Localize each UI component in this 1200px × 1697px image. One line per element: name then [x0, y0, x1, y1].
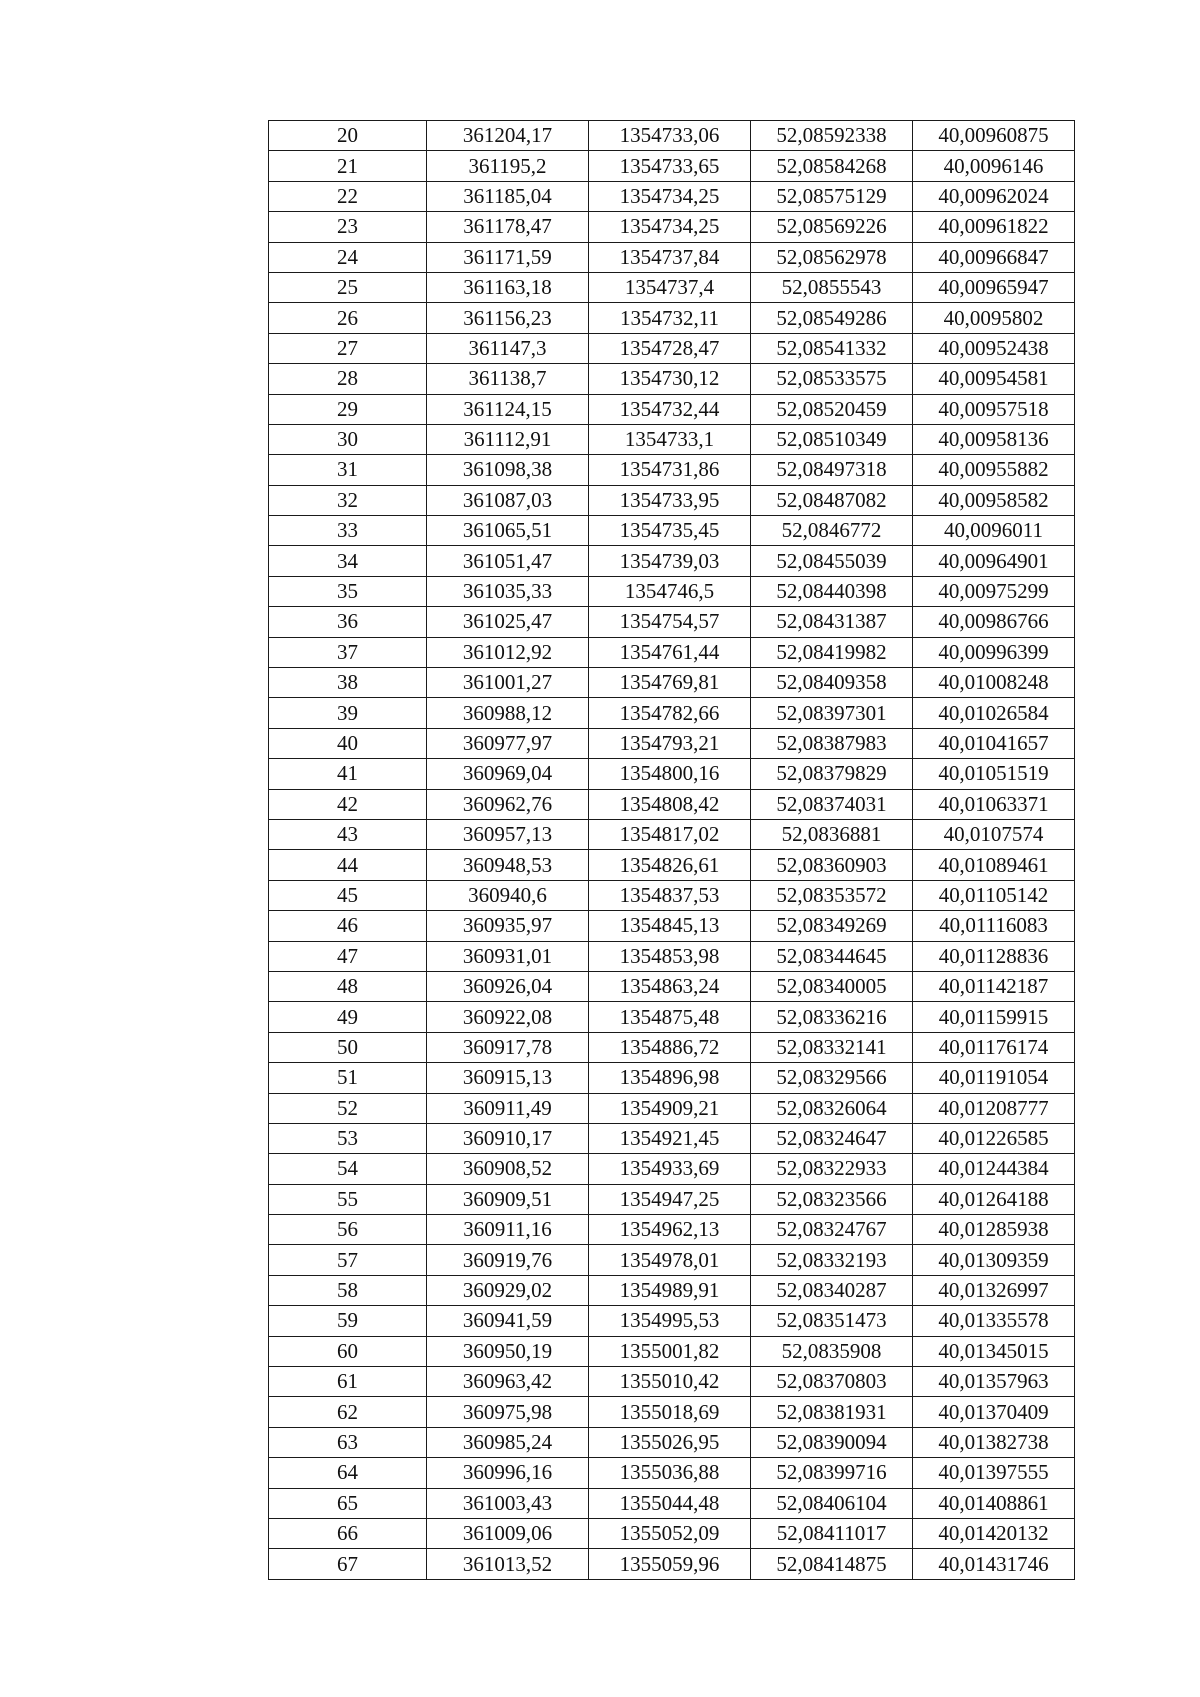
latitude-cell: 52,08322933	[751, 1154, 913, 1184]
table-row	[269, 1093, 1075, 1123]
y-coordinate-cell: 1354732,44	[589, 394, 751, 424]
table-row	[269, 1427, 1075, 1457]
longitude-cell: 40,01244384	[913, 1154, 1075, 1184]
point-number-cell: 60	[269, 1336, 427, 1366]
latitude-cell: 52,08324767	[751, 1215, 913, 1245]
latitude-cell: 52,0835908	[751, 1336, 913, 1366]
point-number-cell: 36	[269, 607, 427, 637]
x-coordinate-cell: 361001,27	[427, 668, 589, 698]
longitude-cell: 40,00955882	[913, 455, 1075, 485]
latitude-cell: 52,08390094	[751, 1427, 913, 1457]
y-coordinate-cell: 1354933,69	[589, 1154, 751, 1184]
latitude-cell: 52,08575129	[751, 181, 913, 211]
table-row	[269, 1063, 1075, 1093]
point-number-cell: 57	[269, 1245, 427, 1275]
point-number-cell: 58	[269, 1275, 427, 1305]
latitude-cell: 52,08381931	[751, 1397, 913, 1427]
table-row	[269, 941, 1075, 971]
latitude-cell: 52,08431387	[751, 607, 913, 637]
table-row	[269, 151, 1075, 181]
point-number-cell: 44	[269, 850, 427, 880]
latitude-cell: 52,08326064	[751, 1093, 913, 1123]
x-coordinate-cell: 361163,18	[427, 272, 589, 302]
x-coordinate-cell: 360935,97	[427, 911, 589, 941]
latitude-cell: 52,08379829	[751, 759, 913, 789]
point-number-cell: 32	[269, 485, 427, 515]
x-coordinate-cell: 360908,52	[427, 1154, 589, 1184]
longitude-cell: 40,00962024	[913, 181, 1075, 211]
longitude-cell: 40,0095802	[913, 303, 1075, 333]
x-coordinate-cell: 361003,43	[427, 1488, 589, 1518]
longitude-cell: 40,00957518	[913, 394, 1075, 424]
table-row	[269, 911, 1075, 941]
point-number-cell: 33	[269, 516, 427, 546]
point-number-cell: 61	[269, 1367, 427, 1397]
latitude-cell: 52,08414875	[751, 1549, 913, 1579]
point-number-cell: 46	[269, 911, 427, 941]
latitude-cell: 52,08440398	[751, 576, 913, 606]
table-row	[269, 576, 1075, 606]
longitude-cell: 40,00960875	[913, 121, 1075, 151]
table-row	[269, 1306, 1075, 1336]
x-coordinate-cell: 361147,3	[427, 333, 589, 363]
x-coordinate-cell: 360915,13	[427, 1063, 589, 1093]
y-coordinate-cell: 1354962,13	[589, 1215, 751, 1245]
longitude-cell: 40,01382738	[913, 1427, 1075, 1457]
x-coordinate-cell: 361185,04	[427, 181, 589, 211]
latitude-cell: 52,08510349	[751, 424, 913, 454]
y-coordinate-cell: 1354734,25	[589, 212, 751, 242]
longitude-cell: 40,0096011	[913, 516, 1075, 546]
latitude-cell: 52,08332141	[751, 1032, 913, 1062]
point-number-cell: 20	[269, 121, 427, 151]
point-number-cell: 39	[269, 698, 427, 728]
y-coordinate-cell: 1355010,42	[589, 1367, 751, 1397]
longitude-cell: 40,01142187	[913, 971, 1075, 1001]
longitude-cell: 40,0107574	[913, 819, 1075, 849]
point-number-cell: 66	[269, 1518, 427, 1548]
x-coordinate-cell: 360977,97	[427, 728, 589, 758]
point-number-cell: 22	[269, 181, 427, 211]
y-coordinate-cell: 1354733,06	[589, 121, 751, 151]
table-row	[269, 242, 1075, 272]
longitude-cell: 40,00975299	[913, 576, 1075, 606]
x-coordinate-cell: 360985,24	[427, 1427, 589, 1457]
point-number-cell: 30	[269, 424, 427, 454]
y-coordinate-cell: 1354863,24	[589, 971, 751, 1001]
point-number-cell: 35	[269, 576, 427, 606]
x-coordinate-cell: 360940,6	[427, 880, 589, 910]
y-coordinate-cell: 1354733,65	[589, 151, 751, 181]
x-coordinate-cell: 360996,16	[427, 1458, 589, 1488]
x-coordinate-cell: 361035,33	[427, 576, 589, 606]
table-row	[269, 971, 1075, 1001]
latitude-cell: 52,08329566	[751, 1063, 913, 1093]
y-coordinate-cell: 1354837,53	[589, 880, 751, 910]
longitude-cell: 40,01285938	[913, 1215, 1075, 1245]
table-row	[269, 1488, 1075, 1518]
x-coordinate-cell: 360909,51	[427, 1184, 589, 1214]
y-coordinate-cell: 1354808,42	[589, 789, 751, 819]
point-number-cell: 65	[269, 1488, 427, 1518]
point-number-cell: 34	[269, 546, 427, 576]
x-coordinate-cell: 360950,19	[427, 1336, 589, 1366]
latitude-cell: 52,08533575	[751, 364, 913, 394]
point-number-cell: 56	[269, 1215, 427, 1245]
y-coordinate-cell: 1354826,61	[589, 850, 751, 880]
latitude-cell: 52,08419982	[751, 637, 913, 667]
longitude-cell: 40,01191054	[913, 1063, 1075, 1093]
table-row	[269, 272, 1075, 302]
longitude-cell: 40,01008248	[913, 668, 1075, 698]
point-number-cell: 40	[269, 728, 427, 758]
latitude-cell: 52,08349269	[751, 911, 913, 941]
point-number-cell: 42	[269, 789, 427, 819]
point-number-cell: 41	[269, 759, 427, 789]
x-coordinate-cell: 360929,02	[427, 1275, 589, 1305]
point-number-cell: 50	[269, 1032, 427, 1062]
latitude-cell: 52,08360903	[751, 850, 913, 880]
x-coordinate-cell: 361065,51	[427, 516, 589, 546]
latitude-cell: 52,08387983	[751, 728, 913, 758]
latitude-cell: 52,0836881	[751, 819, 913, 849]
table-row	[269, 607, 1075, 637]
point-number-cell: 59	[269, 1306, 427, 1336]
table-row	[269, 1549, 1075, 1579]
latitude-cell: 52,08411017	[751, 1518, 913, 1548]
x-coordinate-cell: 361012,92	[427, 637, 589, 667]
table-row	[269, 1458, 1075, 1488]
longitude-cell: 40,01226585	[913, 1123, 1075, 1153]
y-coordinate-cell: 1354875,48	[589, 1002, 751, 1032]
latitude-cell: 52,0855543	[751, 272, 913, 302]
table-row	[269, 1397, 1075, 1427]
longitude-cell: 40,01176174	[913, 1032, 1075, 1062]
x-coordinate-cell: 361204,17	[427, 121, 589, 151]
x-coordinate-cell: 361195,2	[427, 151, 589, 181]
point-number-cell: 55	[269, 1184, 427, 1214]
point-number-cell: 62	[269, 1397, 427, 1427]
y-coordinate-cell: 1354978,01	[589, 1245, 751, 1275]
point-number-cell: 21	[269, 151, 427, 181]
latitude-cell: 52,08323566	[751, 1184, 913, 1214]
longitude-cell: 40,01051519	[913, 759, 1075, 789]
y-coordinate-cell: 1354734,25	[589, 181, 751, 211]
y-coordinate-cell: 1354995,53	[589, 1306, 751, 1336]
table-row	[269, 1367, 1075, 1397]
longitude-cell: 40,01041657	[913, 728, 1075, 758]
table-row	[269, 212, 1075, 242]
latitude-cell: 52,08374031	[751, 789, 913, 819]
table-row	[269, 850, 1075, 880]
latitude-cell: 52,08353572	[751, 880, 913, 910]
point-number-cell: 67	[269, 1549, 427, 1579]
table-row	[269, 455, 1075, 485]
x-coordinate-cell: 360931,01	[427, 941, 589, 971]
y-coordinate-cell: 1354793,21	[589, 728, 751, 758]
longitude-cell: 40,01063371	[913, 789, 1075, 819]
y-coordinate-cell: 1354761,44	[589, 637, 751, 667]
point-number-cell: 31	[269, 455, 427, 485]
x-coordinate-cell: 360919,76	[427, 1245, 589, 1275]
point-number-cell: 23	[269, 212, 427, 242]
longitude-cell: 40,01370409	[913, 1397, 1075, 1427]
point-number-cell: 51	[269, 1063, 427, 1093]
x-coordinate-cell: 361087,03	[427, 485, 589, 515]
x-coordinate-cell: 360975,98	[427, 1397, 589, 1427]
longitude-cell: 40,00958136	[913, 424, 1075, 454]
x-coordinate-cell: 361124,15	[427, 394, 589, 424]
longitude-cell: 40,01026584	[913, 698, 1075, 728]
point-number-cell: 29	[269, 394, 427, 424]
longitude-cell: 40,01420132	[913, 1518, 1075, 1548]
y-coordinate-cell: 1354769,81	[589, 668, 751, 698]
longitude-cell: 40,01159915	[913, 1002, 1075, 1032]
point-number-cell: 63	[269, 1427, 427, 1457]
table-row	[269, 698, 1075, 728]
table-row	[269, 1184, 1075, 1214]
table-row	[269, 546, 1075, 576]
y-coordinate-cell: 1354733,95	[589, 485, 751, 515]
x-coordinate-cell: 361098,38	[427, 455, 589, 485]
latitude-cell: 52,08344645	[751, 941, 913, 971]
x-coordinate-cell: 360926,04	[427, 971, 589, 1001]
table-row	[269, 789, 1075, 819]
point-number-cell: 25	[269, 272, 427, 302]
table-row	[269, 1275, 1075, 1305]
point-number-cell: 53	[269, 1123, 427, 1153]
longitude-cell: 40,01116083	[913, 911, 1075, 941]
table-row	[269, 333, 1075, 363]
x-coordinate-cell: 360911,16	[427, 1215, 589, 1245]
longitude-cell: 40,01397555	[913, 1458, 1075, 1488]
latitude-cell: 52,08562978	[751, 242, 913, 272]
x-coordinate-cell: 360948,53	[427, 850, 589, 880]
latitude-cell: 52,08455039	[751, 546, 913, 576]
latitude-cell: 52,08340005	[751, 971, 913, 1001]
longitude-cell: 40,01408861	[913, 1488, 1075, 1518]
latitude-cell: 52,08569226	[751, 212, 913, 242]
y-coordinate-cell: 1355059,96	[589, 1549, 751, 1579]
x-coordinate-cell: 361009,06	[427, 1518, 589, 1548]
y-coordinate-cell: 1354886,72	[589, 1032, 751, 1062]
point-number-cell: 43	[269, 819, 427, 849]
table-row	[269, 181, 1075, 211]
table-row	[269, 303, 1075, 333]
x-coordinate-cell: 361112,91	[427, 424, 589, 454]
latitude-cell: 52,08541332	[751, 333, 913, 363]
table-row	[269, 880, 1075, 910]
table-row	[269, 394, 1075, 424]
x-coordinate-cell: 360917,78	[427, 1032, 589, 1062]
longitude-cell: 40,01345015	[913, 1336, 1075, 1366]
table-row	[269, 759, 1075, 789]
latitude-cell: 52,08351473	[751, 1306, 913, 1336]
table-row	[269, 819, 1075, 849]
longitude-cell: 40,01208777	[913, 1093, 1075, 1123]
coordinates-table	[268, 120, 1075, 1580]
y-coordinate-cell: 1355018,69	[589, 1397, 751, 1427]
x-coordinate-cell: 360988,12	[427, 698, 589, 728]
y-coordinate-cell: 1354732,11	[589, 303, 751, 333]
x-coordinate-cell: 361013,52	[427, 1549, 589, 1579]
y-coordinate-cell: 1354730,12	[589, 364, 751, 394]
table-row	[269, 364, 1075, 394]
x-coordinate-cell: 361051,47	[427, 546, 589, 576]
point-number-cell: 47	[269, 941, 427, 971]
longitude-cell: 40,01264188	[913, 1184, 1075, 1214]
latitude-cell: 52,08370803	[751, 1367, 913, 1397]
point-number-cell: 64	[269, 1458, 427, 1488]
longitude-cell: 40,00986766	[913, 607, 1075, 637]
longitude-cell: 40,00958582	[913, 485, 1075, 515]
point-number-cell: 37	[269, 637, 427, 667]
longitude-cell: 40,01309359	[913, 1245, 1075, 1275]
latitude-cell: 52,08487082	[751, 485, 913, 515]
x-coordinate-cell: 361138,7	[427, 364, 589, 394]
point-number-cell: 49	[269, 1002, 427, 1032]
longitude-cell: 40,0096146	[913, 151, 1075, 181]
longitude-cell: 40,00954581	[913, 364, 1075, 394]
longitude-cell: 40,01335578	[913, 1306, 1075, 1336]
y-coordinate-cell: 1355044,48	[589, 1488, 751, 1518]
longitude-cell: 40,00952438	[913, 333, 1075, 363]
latitude-cell: 52,08324647	[751, 1123, 913, 1153]
table-row	[269, 637, 1075, 667]
point-number-cell: 45	[269, 880, 427, 910]
longitude-cell: 40,01089461	[913, 850, 1075, 880]
latitude-cell: 52,08332193	[751, 1245, 913, 1275]
y-coordinate-cell: 1354737,4	[589, 272, 751, 302]
table-row	[269, 1002, 1075, 1032]
table-row	[269, 516, 1075, 546]
longitude-cell: 40,00961822	[913, 212, 1075, 242]
y-coordinate-cell: 1354845,13	[589, 911, 751, 941]
y-coordinate-cell: 1354728,47	[589, 333, 751, 363]
y-coordinate-cell: 1354735,45	[589, 516, 751, 546]
table-row	[269, 485, 1075, 515]
table-row	[269, 1215, 1075, 1245]
latitude-cell: 52,08336216	[751, 1002, 913, 1032]
y-coordinate-cell: 1354989,91	[589, 1275, 751, 1305]
point-number-cell: 54	[269, 1154, 427, 1184]
x-coordinate-cell: 361178,47	[427, 212, 589, 242]
point-number-cell: 24	[269, 242, 427, 272]
latitude-cell: 52,08549286	[751, 303, 913, 333]
latitude-cell: 52,08592338	[751, 121, 913, 151]
longitude-cell: 40,01357963	[913, 1367, 1075, 1397]
x-coordinate-cell: 360922,08	[427, 1002, 589, 1032]
longitude-cell: 40,01105142	[913, 880, 1075, 910]
table-row	[269, 1154, 1075, 1184]
y-coordinate-cell: 1354909,21	[589, 1093, 751, 1123]
point-number-cell: 27	[269, 333, 427, 363]
y-coordinate-cell: 1354746,5	[589, 576, 751, 606]
latitude-cell: 52,08397301	[751, 698, 913, 728]
y-coordinate-cell: 1354800,16	[589, 759, 751, 789]
latitude-cell: 52,08497318	[751, 455, 913, 485]
x-coordinate-cell: 360911,49	[427, 1093, 589, 1123]
table-row	[269, 1032, 1075, 1062]
latitude-cell: 52,08520459	[751, 394, 913, 424]
y-coordinate-cell: 1355001,82	[589, 1336, 751, 1366]
point-number-cell: 48	[269, 971, 427, 1001]
table-row	[269, 1245, 1075, 1275]
point-number-cell: 28	[269, 364, 427, 394]
longitude-cell: 40,00965947	[913, 272, 1075, 302]
table-row	[269, 1336, 1075, 1366]
y-coordinate-cell: 1355026,95	[589, 1427, 751, 1457]
x-coordinate-cell: 360962,76	[427, 789, 589, 819]
point-number-cell: 52	[269, 1093, 427, 1123]
longitude-cell: 40,00996399	[913, 637, 1075, 667]
y-coordinate-cell: 1354817,02	[589, 819, 751, 849]
latitude-cell: 52,08406104	[751, 1488, 913, 1518]
x-coordinate-cell: 360941,59	[427, 1306, 589, 1336]
x-coordinate-cell: 360957,13	[427, 819, 589, 849]
longitude-cell: 40,01326997	[913, 1275, 1075, 1305]
y-coordinate-cell: 1354754,57	[589, 607, 751, 637]
table-row	[269, 1123, 1075, 1153]
x-coordinate-cell: 360963,42	[427, 1367, 589, 1397]
latitude-cell: 52,08399716	[751, 1458, 913, 1488]
x-coordinate-cell: 361171,59	[427, 242, 589, 272]
table-row	[269, 1518, 1075, 1548]
latitude-cell: 52,0846772	[751, 516, 913, 546]
y-coordinate-cell: 1354853,98	[589, 941, 751, 971]
longitude-cell: 40,00966847	[913, 242, 1075, 272]
x-coordinate-cell: 361025,47	[427, 607, 589, 637]
x-coordinate-cell: 361156,23	[427, 303, 589, 333]
y-coordinate-cell: 1355036,88	[589, 1458, 751, 1488]
table-row	[269, 728, 1075, 758]
longitude-cell: 40,01431746	[913, 1549, 1075, 1579]
y-coordinate-cell: 1354733,1	[589, 424, 751, 454]
latitude-cell: 52,08340287	[751, 1275, 913, 1305]
latitude-cell: 52,08584268	[751, 151, 913, 181]
y-coordinate-cell: 1354782,66	[589, 698, 751, 728]
table-row	[269, 668, 1075, 698]
longitude-cell: 40,01128836	[913, 941, 1075, 971]
y-coordinate-cell: 1354739,03	[589, 546, 751, 576]
coordinates-table-body	[269, 121, 1075, 1580]
x-coordinate-cell: 360969,04	[427, 759, 589, 789]
y-coordinate-cell: 1354737,84	[589, 242, 751, 272]
y-coordinate-cell: 1354731,86	[589, 455, 751, 485]
x-coordinate-cell: 360910,17	[427, 1123, 589, 1153]
y-coordinate-cell: 1354896,98	[589, 1063, 751, 1093]
table-row	[269, 424, 1075, 454]
table-row	[269, 121, 1075, 151]
y-coordinate-cell: 1354947,25	[589, 1184, 751, 1214]
point-number-cell: 38	[269, 668, 427, 698]
y-coordinate-cell: 1354921,45	[589, 1123, 751, 1153]
point-number-cell: 26	[269, 303, 427, 333]
longitude-cell: 40,00964901	[913, 546, 1075, 576]
latitude-cell: 52,08409358	[751, 668, 913, 698]
y-coordinate-cell: 1355052,09	[589, 1518, 751, 1548]
